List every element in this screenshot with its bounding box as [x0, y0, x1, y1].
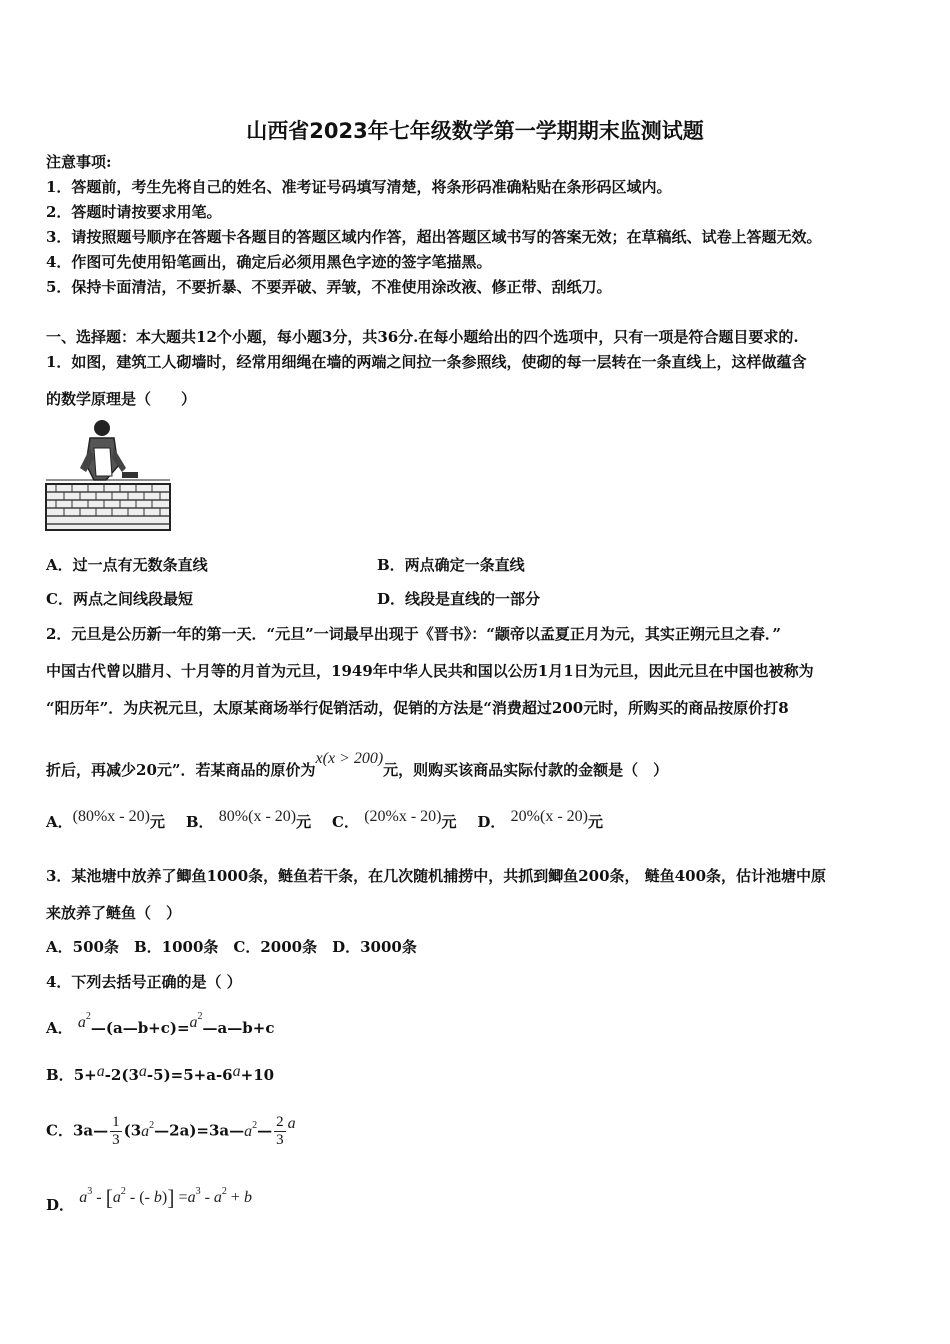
- q2-option-c-label: C．: [332, 813, 359, 831]
- q1-option-c: C．两点之间线段最短: [46, 590, 193, 608]
- q4-option-b-part1: 5+: [73, 1066, 97, 1084]
- q1-option-b: B．两点确定一条直线: [377, 556, 525, 574]
- q2-stem-line2: 中国古代曾以腊月、十月等的月首为元旦，1949年中华人民共和国以公历1月1日为元旦，因此元旦在中国也被称为: [46, 662, 814, 680]
- q2-option-d-unit: 元: [587, 813, 603, 831]
- q4-option-b-label: B．: [46, 1066, 74, 1084]
- q2-option-a-label: A．: [46, 813, 73, 831]
- q4-option-a-var2: $a^2$: [189, 1011, 203, 1031]
- q1-stem-line2: 的数学原理是（ ）: [46, 390, 197, 408]
- q4-option-b-var-a3: a: [232, 1063, 241, 1080]
- q3-stem-line2: 来放养了鲢鱼（ ）: [46, 904, 182, 922]
- q2-option-c-unit: 元: [441, 813, 457, 831]
- q2-option-b-expression: 80%(x - 20): [218, 808, 297, 825]
- q4-option-c: [46, 1114, 296, 1149]
- q4-option-c-part3: —2a)=3a—: [154, 1121, 245, 1140]
- q4-option-c-var-a: a: [287, 1114, 296, 1132]
- q4-option-c-var-a-sq: $a^2$: [141, 1119, 155, 1140]
- section-header: 一、选择题：本大题共12个小题，每小题3分，共36分.在每小题给出的四个选项中，只有一项是符合题目要求的.: [46, 328, 799, 346]
- q4-option-d-expression: $a^3 - [a^2$ - (- $b)] =a^3 - a^2 + b$: [79, 1185, 252, 1210]
- q2-stem-line3: “阳历年”．为庆祝元旦，太原某商场举行促销活动，促销的方法是“消费超过200元时，所购买的商品按原价打8: [46, 699, 789, 717]
- q4-option-b: [46, 1065, 274, 1086]
- q2-option-d-label: D．: [477, 813, 506, 831]
- q2-stem-line4: [46, 750, 669, 781]
- page-title: 山西省2023年七年级数学第一学期期末监测试题: [246, 119, 704, 143]
- notice-item-5: 5．保持卡面清洁，不要折暴、不要弄破、弄皱，不准使用涂改液、修正带、刮纸刀。: [46, 278, 612, 296]
- q4-option-b-var-a1: a: [96, 1063, 105, 1080]
- bricklayer-figure: [44, 418, 174, 534]
- q2-option-a-unit: 元: [149, 813, 165, 831]
- q1-option-a: A．过一点有无数条直线: [46, 556, 208, 574]
- q4-option-c-label: C．: [46, 1121, 73, 1140]
- q2-option-a-expression: (80%x - 20): [72, 808, 150, 825]
- notice-header: 注意事项:: [46, 153, 112, 171]
- q4-option-c-part2: (3: [123, 1121, 142, 1140]
- q4-option-d: [46, 1185, 252, 1218]
- q4-option-d-label: D．: [46, 1196, 75, 1214]
- q2-option-d-expression: 20%(x - 20): [510, 808, 588, 825]
- q2-stem-line4-end: 元，则购买该商品实际付款的金额是（ ）: [383, 761, 669, 779]
- q2-option-c-expression: (20%x - 20): [364, 808, 442, 825]
- q2-options: [46, 808, 603, 833]
- q4-option-a: [46, 1011, 275, 1041]
- q4-option-b-var-a2: a: [138, 1063, 147, 1080]
- q4-option-b-part2: -2(3: [104, 1066, 139, 1084]
- q1-stem-line1: 1．如图，建筑工人砌墙时，经常用细绳在墙的两端之间拉一条参照线，使砌的每一层转在一条直线上，这样做蕴含: [46, 353, 807, 371]
- q4-option-c-part4: —: [257, 1121, 273, 1140]
- q2-option-b-unit: 元: [296, 813, 312, 831]
- q4-option-c-fraction-1: $\frac{1}{3}$: [112, 1114, 120, 1148]
- notice-item-1: 1．答题前，考生先将自己的姓名、准考证号码填写清楚，将条形码准确粘贴在条形码区域内。: [46, 178, 672, 196]
- q2-option-b-label: B．: [185, 813, 214, 831]
- q4-option-a-var: $a^2$: [77, 1011, 91, 1031]
- q4-option-b-part4: +10: [240, 1066, 275, 1084]
- q1-option-d: D．线段是直线的一部分: [377, 590, 541, 608]
- q4-option-c-var-a-sq2: $a^2$: [244, 1119, 258, 1140]
- q4-stem: 4．下列去括号正确的是（ ）: [46, 973, 242, 991]
- notice-item-3: 3．请按照题号顺序在答题卡各题目的答题区域内作答，超出答题区域书写的答案无效；在草稿纸、试卷上答题无效。: [46, 228, 822, 246]
- q4-option-a-end: —a—b+c: [202, 1019, 275, 1037]
- notice-item-4: 4．作图可先使用铅笔画出，确定后必须用黑色字迹的签字笔描黑。: [46, 253, 492, 271]
- q4-option-c-fraction-2: $\frac{2}{3}$: [276, 1114, 284, 1148]
- q2-price-expression: x(x > 200): [315, 750, 384, 767]
- notice-item-2: 2．答题时请按要求用笔。: [46, 203, 222, 221]
- q3-stem-line1: 3．某池塘中放养了鲫鱼1000条，鲢鱼若干条，在几次随机捕捞中，共抓到鲫鱼200条， 鲢鱼400条，估计池塘中原: [46, 867, 827, 885]
- q4-option-b-part3: -5)=5+a-6: [146, 1066, 233, 1084]
- q4-option-a-label: A．: [46, 1019, 73, 1037]
- q2-stem-line1: 2．元旦是公历新一年的第一天．“元旦”一词最早出现于《晋书》：“颛帝以孟夏正月为元，其实正朔元旦之春．”: [46, 625, 781, 643]
- q2-stem-line4-start: 折后，再减少20元”．若某商品的原价为: [46, 761, 316, 779]
- q3-options: A．500条 B．1000条 C．2000条 D．3000条: [46, 938, 417, 956]
- q4-option-c-part1: 3a—: [72, 1121, 109, 1140]
- q4-option-a-middle: —(a—b+c)=: [90, 1019, 190, 1037]
